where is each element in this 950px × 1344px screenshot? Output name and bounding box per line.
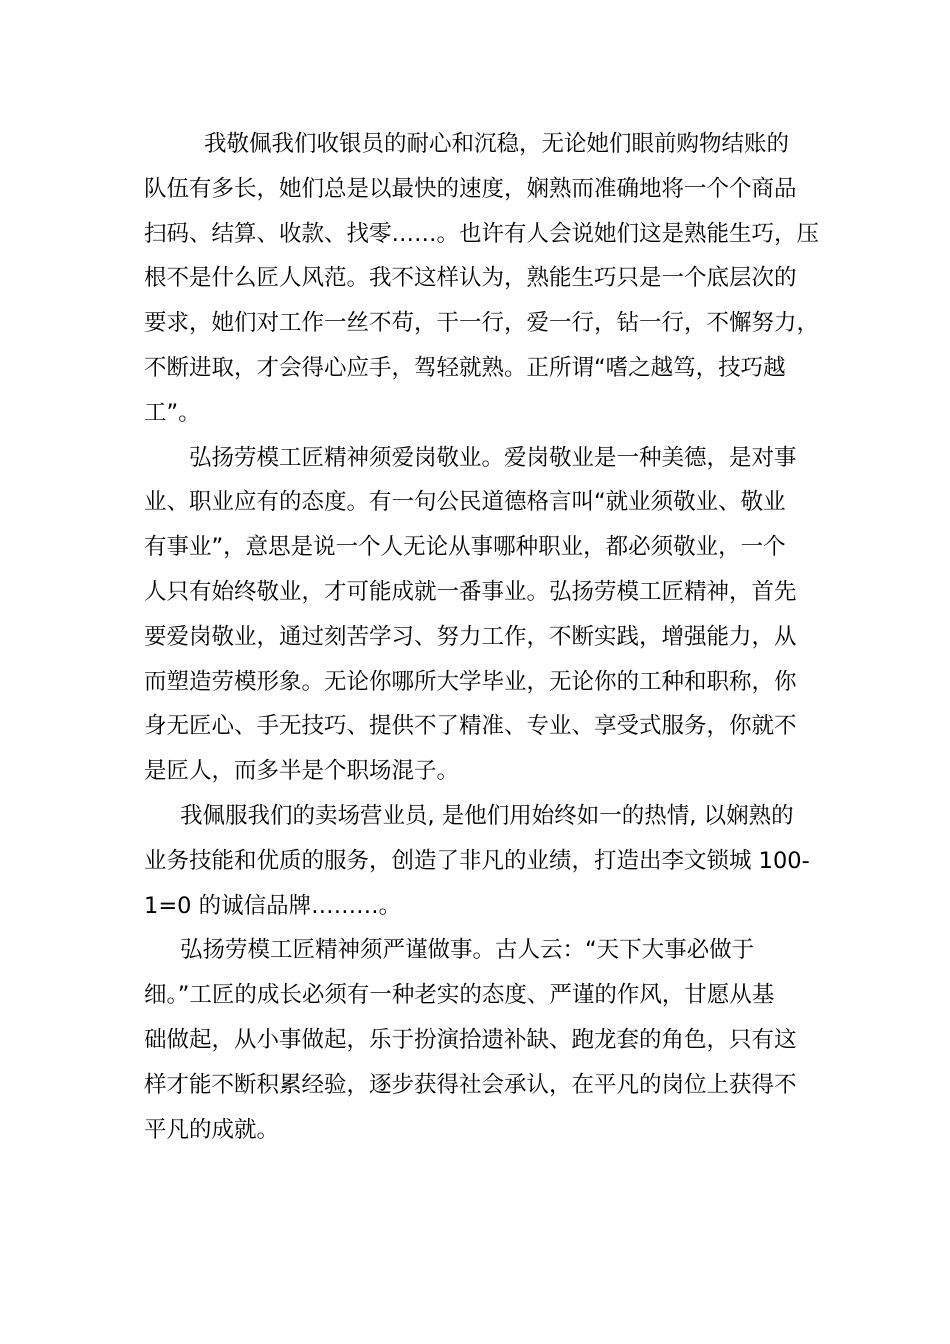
paragraph-rigor <box>144 928 808 1152</box>
text-line: 要爱岗敬业，通过刻苦学习、努力工作，不断实践，增强能力，从 <box>144 623 797 650</box>
paragraph-dedication <box>144 436 808 794</box>
text-line: 细。”工匠的成长必须有一种老实的态度、严谨的作风，甘愿从基 <box>144 982 775 1009</box>
text-line: 样才能不断积累经验，逐步获得社会承认，在平凡的岗位上获得不 <box>144 1071 797 1098</box>
text-line: 是匠人，而多半是个职场混子。 <box>144 758 460 785</box>
text-line: 根不是什么匠人风范。我不这样认为，熟能生巧只是一个底层次的 <box>144 265 797 292</box>
text-line: 要求，她们对工作一丝不苟，干一行，爱一行，钻一行，不懈努力， <box>144 310 820 337</box>
text-line: 扫码、结算、收款、找零……。也许有人会说她们这是熟能生巧，压 <box>144 220 820 247</box>
document-body <box>144 122 820 1152</box>
text-line: 业务技能和优质的服务，创造了非凡的业绩，打造出李文锁城 100- <box>144 847 810 874</box>
paragraph-salesperson <box>144 794 808 928</box>
text-line: 础做起，从小事做起，乐于扮演拾遗补缺、跑龙套的角色，只有这 <box>144 1026 797 1053</box>
text-line: 不断进取，才会得心应手，驾轻就熟。正所谓“嗜之越笃，技巧越 <box>144 354 786 381</box>
text-line: 身无匠心、手无技巧、提供不了精准、专业、享受式服务，你就不 <box>144 713 797 740</box>
text-line: 而塑造劳模形象。无论你哪所大学毕业，无论你的工种和职称，你 <box>144 668 797 695</box>
text-line: 1=0 的诚信品牌………。 <box>144 892 402 919</box>
text-line: 人只有始终敬业，才可能成就一番事业。弘扬劳模工匠精神，首先 <box>144 578 797 605</box>
text-line: 业、职业应有的态度。有一句公民道德格言叫“就业须敬业、敬业 <box>144 489 786 516</box>
text-line: 我敬佩我们收银员的耐心和沉稳，无论她们眼前购物结账的 <box>204 131 790 157</box>
text-line: 弘扬劳模工匠精神须严谨做事。古人云：“天下大事必做于 <box>180 937 755 964</box>
text-line: 有事业”，意思是说一个人无论从事哪种职业，都必须敬业，一个 <box>144 534 786 561</box>
text-line: 弘扬劳模工匠精神须爱岗敬业。爱岗敬业是一种美德，是对事 <box>189 444 797 471</box>
text-line: 工”。 <box>144 399 201 426</box>
text-line: 平凡的成就。 <box>144 1116 280 1143</box>
text-line: 我佩服我们的卖场营业员, 是他们用始终如一的热情, 以娴熟的 <box>180 802 794 829</box>
text-line: 队伍有多长，她们总是以最快的速度，娴熟而准确地将一个个商品 <box>144 175 797 202</box>
paragraph-cashier <box>144 122 820 436</box>
